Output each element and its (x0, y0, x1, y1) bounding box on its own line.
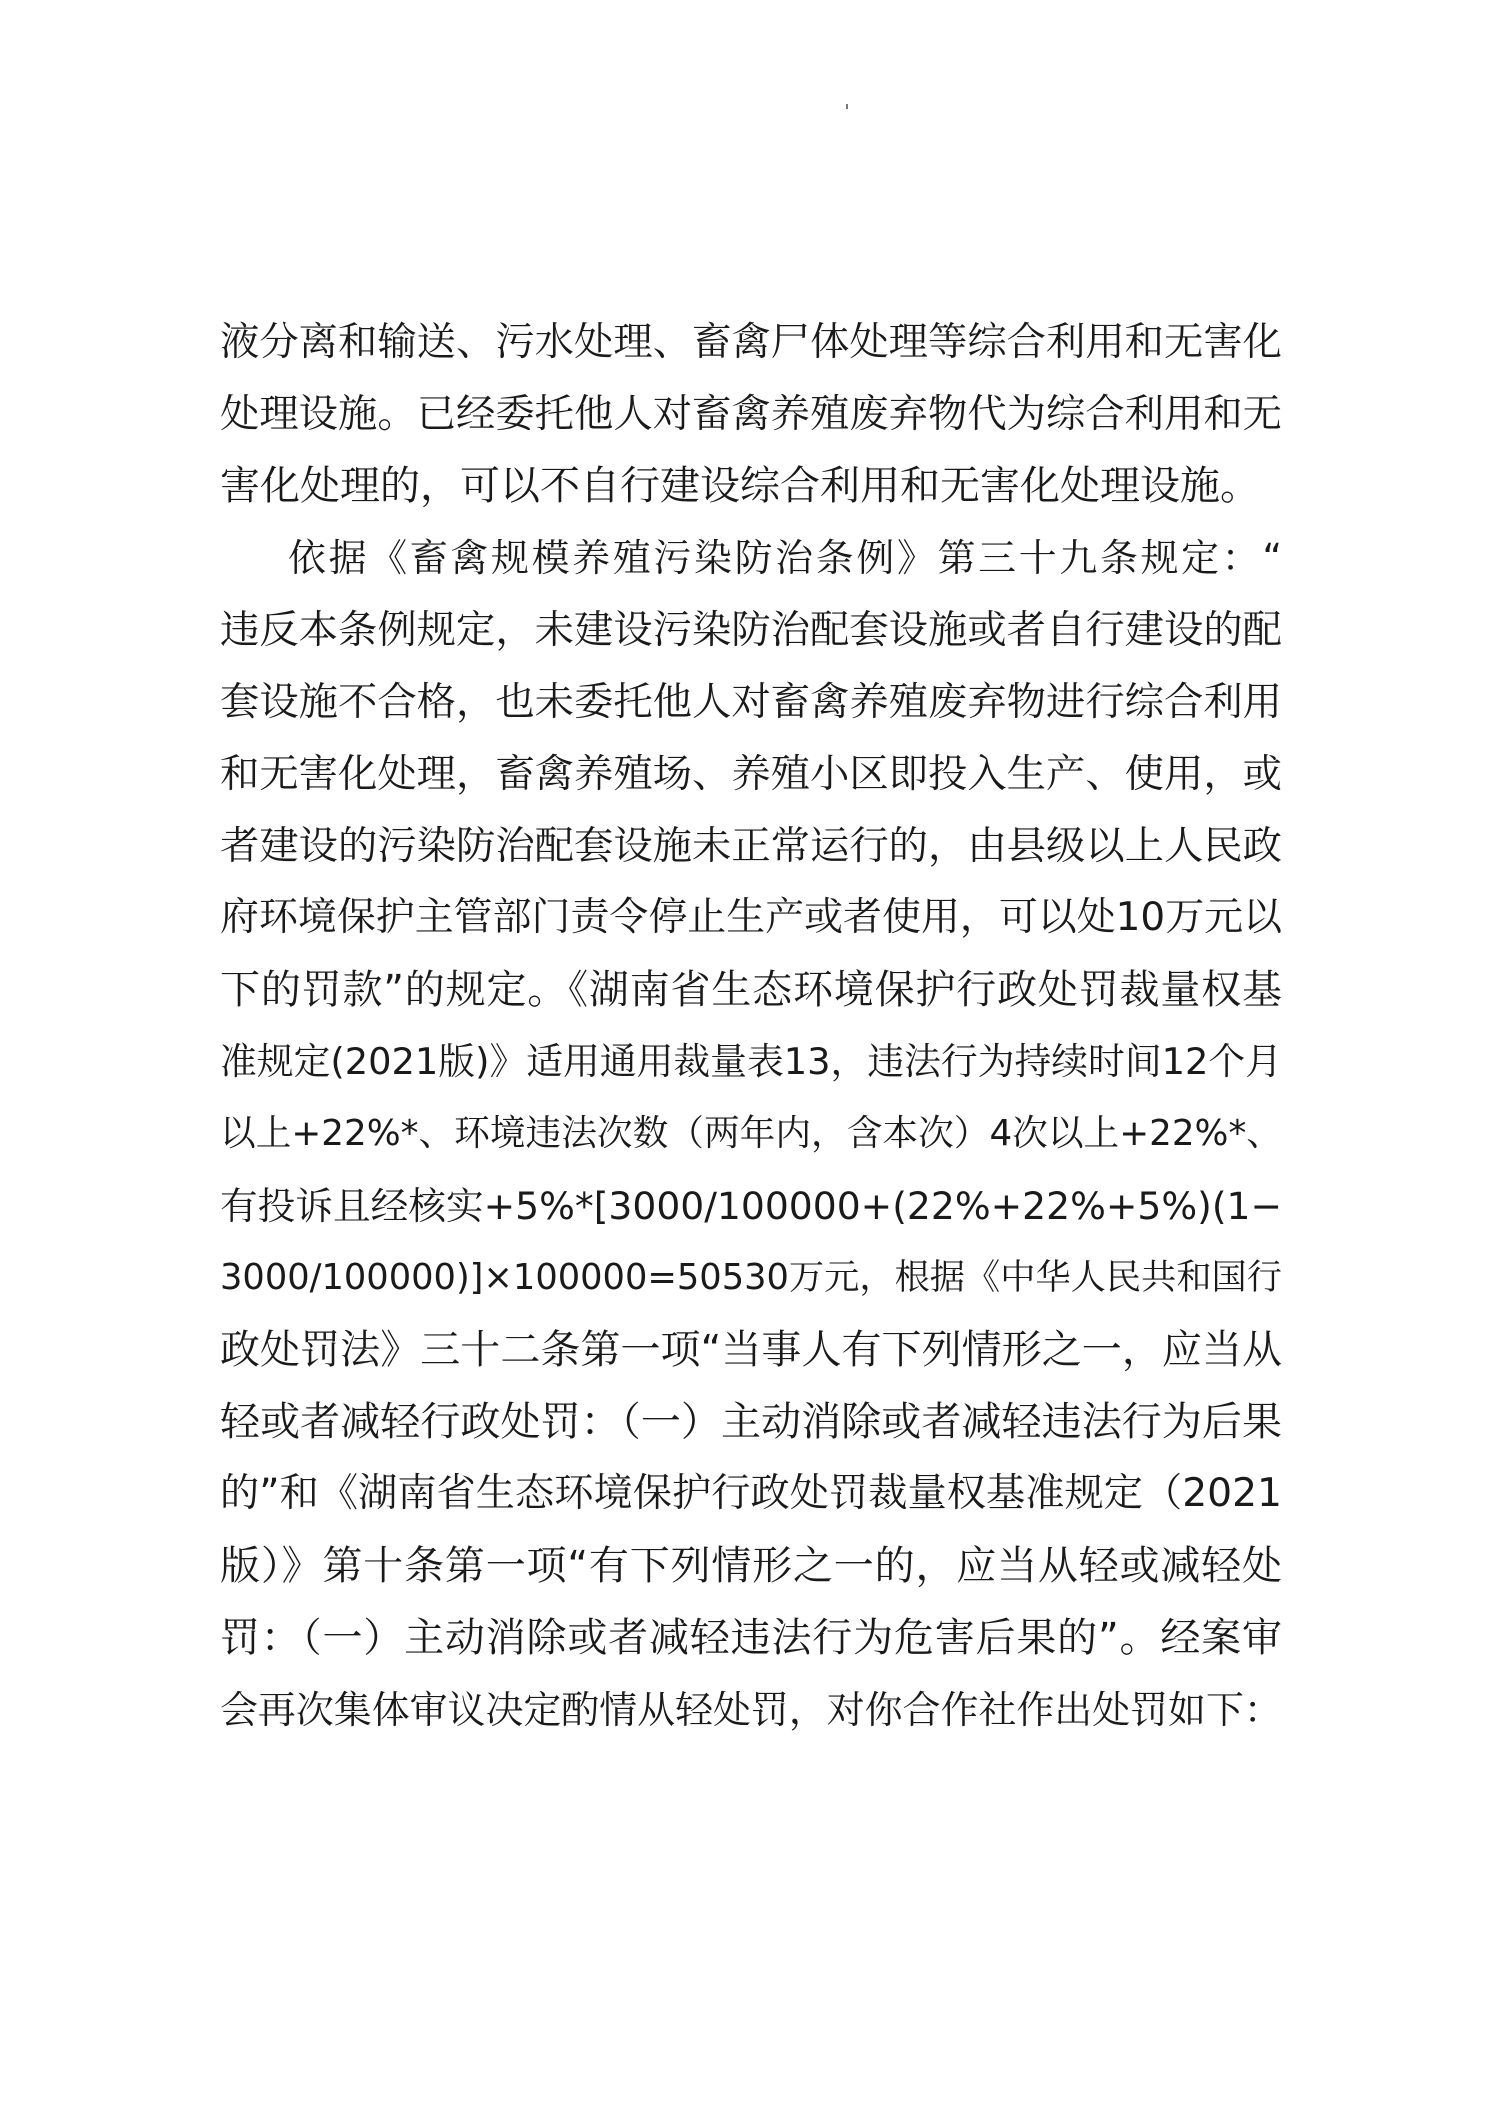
text-line: 版）》第十条第一项“有下列情形之一的，应当从轻或减轻处 (220, 1543, 1282, 1589)
text-line: 套设施不合格，也未委托他人对畜禽养殖废弃物进行综合利用 (220, 679, 1282, 725)
text-line: 府环境保护主管部门责令停止生产或者使用，可以处10万元以 (220, 895, 1282, 940)
text-line: 处理设施。已经委托他人对畜禽养殖废弃物代为综合利用和无 (220, 391, 1282, 437)
text-line: 下的罚款”的规定。《湖南省生态环境保护行政处罚裁量权基 (220, 967, 1282, 1013)
body-text (220, 306, 1282, 1746)
text-line: 和无害化处理，畜禽养殖场、养殖小区即投入生产、使用，或 (220, 751, 1282, 797)
text-line: 的”和《湖南省生态环境保护行政处罚裁量权基准规定（2021 (220, 1471, 1282, 1516)
text-line: 3000/100000)]×100000=50530万元，根据《中华人民共和国行 (220, 1257, 1282, 1298)
scan-mark (846, 104, 848, 109)
text-line: 以上+22%*、环境违法次数（两年内，含本次）4次以上+22%*、 (220, 1113, 1282, 1154)
text-line: 依据《畜禽规模养殖污染防治条例》第三十九条规定：“ (288, 536, 1282, 580)
text-line: 违反本条例规定，未建设污染防治配套设施或者自行建设的配 (220, 607, 1282, 653)
text-line: 政处罚法》三十二条第一项“当事人有下列情形之一，应当从 (220, 1327, 1282, 1373)
text-line: 罚：（一）主动消除或者减轻违法行为危害后果的”。经案审 (220, 1615, 1282, 1661)
text-line: 会再次集体审议决定酌情从轻处罚，对你合作社作出处罚如下： (220, 1688, 1282, 1732)
text-line: 害化处理的，可以不自行建设综合利用和无害化处理设施。 (220, 463, 1260, 509)
text-line: 准规定(2021版)》适用通用裁量表13，违法行为持续时间12个月 (220, 1040, 1282, 1083)
text-line: 轻或者减轻行政处罚：（一）主动消除或者减轻违法行为后果 (220, 1399, 1282, 1445)
text-line: 者建设的污染防治配套设施未正常运行的，由县级以上人民政 (220, 823, 1282, 869)
text-line: 液分离和输送、污水处理、畜禽尸体处理等综合利用和无害化 (220, 319, 1282, 365)
text-line: 有投诉且经核实+5%*[3000/100000+(22%+22%+5%)(1− (220, 1184, 1283, 1228)
